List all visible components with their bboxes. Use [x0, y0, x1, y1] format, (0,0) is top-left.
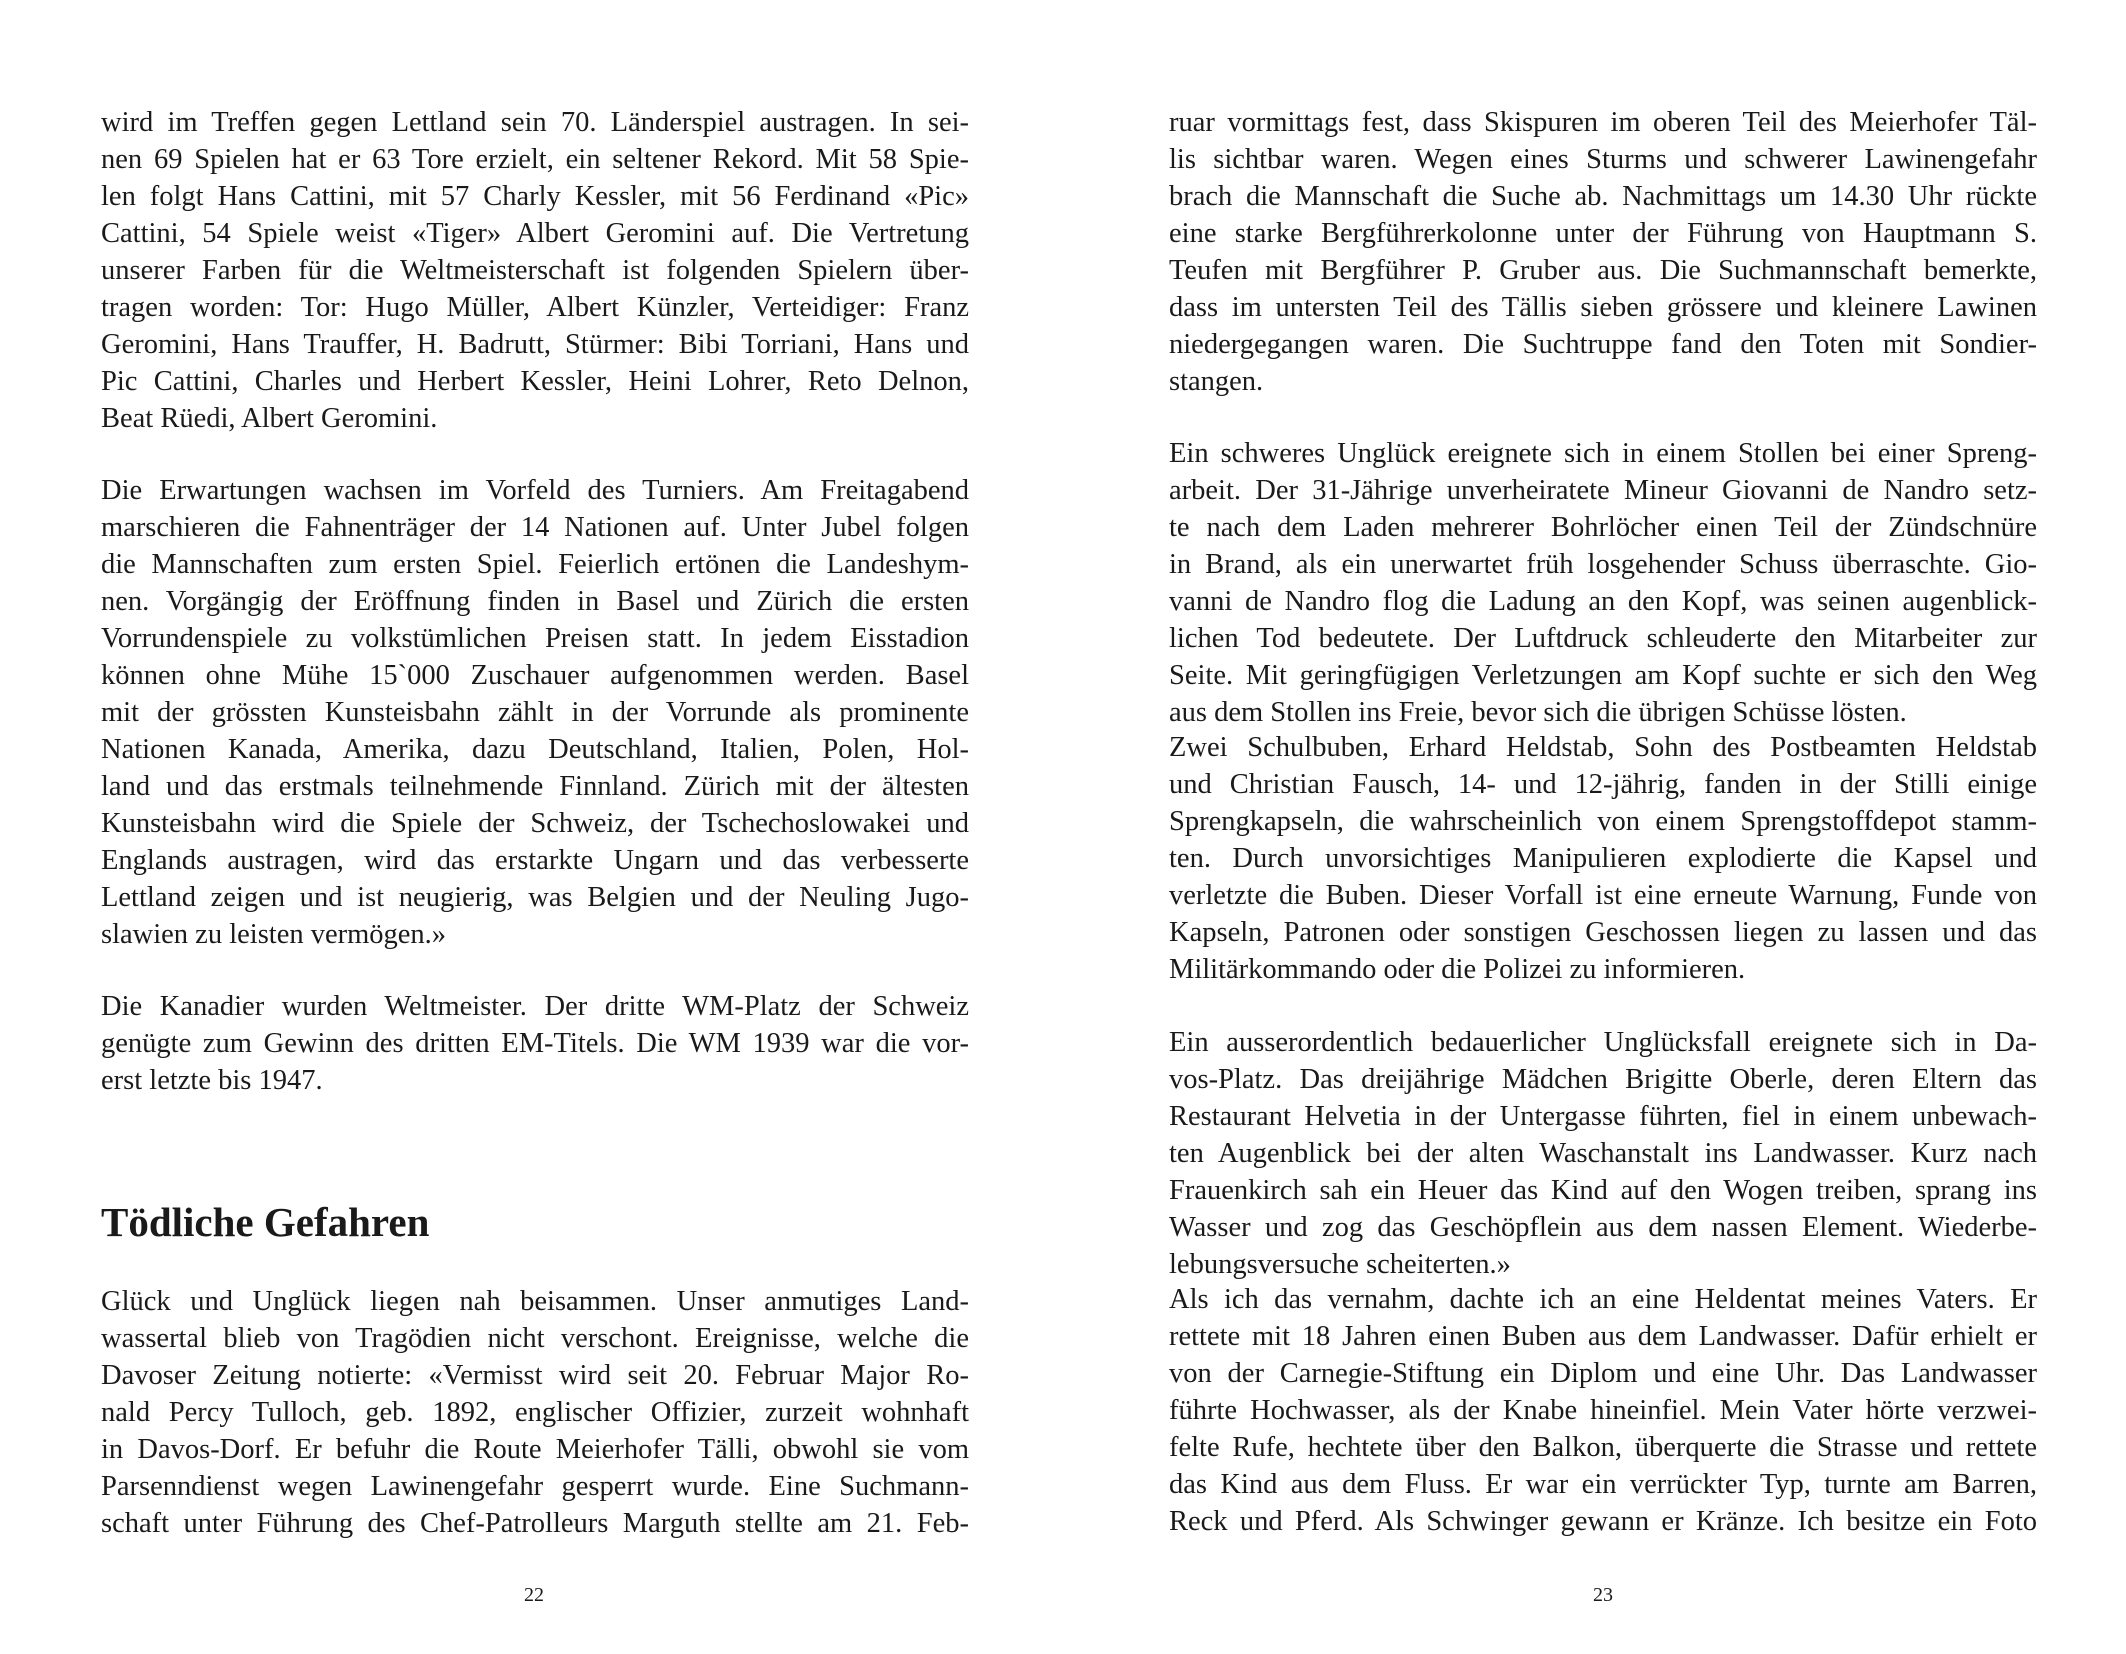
text-line: felte Rufe, hechtete über den Balkon, überquerte die Strasse und rettete [1169, 1432, 2037, 1463]
text-line: Die Kanadier wurden Weltmeister. Der dritte WM-Platz der Schweiz [101, 991, 969, 1022]
text-line: können ohne Mühe 15`000 Zuschauer aufgenommen werden. Basel [101, 660, 969, 691]
paragraph [1169, 104, 2037, 400]
text-line: lichen Tod bedeutete. Der Luftdruck schleuderte den Mitarbeiter zur [1169, 623, 2037, 654]
page-number-right: 23 [1593, 1584, 1613, 1606]
text-line: Seite. Mit geringfügigen Verletzungen am Kopf suchte er sich den Weg [1169, 660, 2037, 691]
text-line: ten. Durch unvorsichtiges Manipulieren explodierte die Kapsel und [1169, 843, 2037, 874]
text-line: Nationen Kanada, Amerika, dazu Deutschland, Italien, Polen, Hol- [101, 734, 969, 765]
paragraph [1169, 1281, 2037, 1540]
text-line: in Brand, als ein unerwartet früh losgehender Schuss überraschte. Gio- [1169, 549, 2037, 580]
text-line: Kapseln, Patronen oder sonstigen Geschossen liegen zu lassen und das [1169, 917, 2037, 948]
text-line: unserer Farben für die Weltmeisterschaft ist folgenden Spielern über- [101, 255, 969, 286]
text-line: arbeit. Der 31-Jährige unverheiratete Mineur Giovanni de Nandro setz- [1169, 475, 2037, 506]
text-line: vos-Platz. Das dreijährige Mädchen Brigitte Oberle, deren Eltern das [1169, 1064, 2037, 1095]
text-line: land und das erstmals teilnehmende Finnland. Zürich mit der ältesten [101, 771, 969, 802]
text-line: Wasser und zog das Geschöpflein aus dem nassen Element. Wiederbe- [1169, 1212, 2037, 1243]
text-line: niedergegangen waren. Die Suchtruppe fand den Toten mit Sondier- [1169, 329, 2037, 360]
text-line: erst letzte bis 1947. [101, 1065, 323, 1096]
text-line: Vorrundenspiele zu volkstümlichen Preisen statt. In jedem Eisstadion [101, 623, 969, 654]
text-line: len folgt Hans Cattini, mit 57 Charly Kessler, mit 56 Ferdinand «Pic» [101, 181, 969, 212]
text-line: Die Erwartungen wachsen im Vorfeld des Turniers. Am Freitagabend [101, 475, 969, 506]
text-line: genügte zum Gewinn des dritten EM-Titels. Die WM 1939 war die vor- [101, 1028, 969, 1059]
text-line: ruar vormittags fest, dass Skispuren im oberen Teil des Meierhofer Täl- [1169, 107, 2037, 138]
text-line: rettete mit 18 Jahren einen Buben aus dem Landwasser. Dafür erhielt er [1169, 1321, 2037, 1352]
text-line: Restaurant Helvetia in der Untergasse führten, fiel in einem unbewach- [1169, 1101, 2037, 1132]
text-line: Beat Rüedi, Albert Geromini. [101, 403, 438, 434]
text-line: eine starke Bergführerkolonne unter der Führung von Hauptmann S. [1169, 218, 2037, 249]
text-line: Sprengkapseln, die wahrscheinlich von einem Sprengstoffdepot stamm- [1169, 806, 2037, 837]
text-line: Geromini, Hans Trauffer, H. Badrutt, Stürmer: Bibi Torriani, Hans und [101, 329, 969, 360]
text-line: marschieren die Fahnenträger der 14 Nationen auf. Unter Jubel folgen [101, 512, 969, 543]
section-heading: Tödliche Gefahren [101, 1199, 430, 1245]
paragraph [101, 472, 969, 953]
text-line: Englands austragen, wird das erstarkte Ungarn und das verbesserte [101, 845, 969, 876]
text-line: Militärkommando oder die Polizei zu informieren. [1169, 954, 1746, 985]
text-line: Davoser Zeitung notierte: «Vermisst wird seit 20. Februar Major Ro- [101, 1360, 969, 1391]
text-line: die Mannschaften zum ersten Spiel. Feierlich ertönen die Landeshym- [101, 549, 969, 580]
text-line: verletzte die Buben. Dieser Vorfall ist eine erneute Warnung, Funde von [1169, 880, 2037, 911]
paragraph [101, 988, 969, 1099]
text-line: Ein schweres Unglück ereignete sich in einem Stollen bei einer Spreng- [1169, 438, 2037, 469]
paragraph [1169, 1024, 2037, 1283]
text-line: Pic Cattini, Charles und Herbert Kessler, Heini Lohrer, Reto Delnon, [101, 366, 969, 397]
text-line: wird im Treffen gegen Lettland sein 70. Länderspiel austragen. In sei- [101, 107, 969, 138]
text-line: Glück und Unglück liegen nah beisammen. Unser anmutiges Land- [101, 1286, 969, 1317]
text-line: te nach dem Laden mehrerer Bohrlöcher einen Teil der Zündschnüre [1169, 512, 2037, 543]
text-line: lebungsversuche scheiterten.» [1169, 1249, 1511, 1280]
text-line: brach die Mannschaft die Suche ab. Nachmittags um 14.30 Uhr rückte [1169, 181, 2037, 212]
text-line: Zwei Schulbuben, Erhard Heldstab, Sohn des Postbeamten Heldstab [1169, 732, 2037, 763]
text-line: in Davos-Dorf. Er befuhr die Route Meierhofer Tälli, obwohl sie vom [101, 1434, 969, 1465]
text-line: nen 69 Spielen hat er 63 Tore erzielt, ein seltener Rekord. Mit 58 Spie- [101, 144, 969, 175]
text-line: Cattini, 54 Spiele weist «Tiger» Albert Geromini auf. Die Vertretung [101, 218, 969, 249]
text-line: und Christian Fausch, 14- und 12-jährig, fanden in der Stilli einige [1169, 769, 2037, 800]
text-line: slawien zu leisten vermögen.» [101, 919, 447, 950]
paragraph [1169, 435, 2037, 731]
text-line: Reck und Pferd. Als Schwinger gewann er Kränze. Ich besitze ein Foto [1169, 1506, 2037, 1537]
text-line: dass im untersten Teil des Tällis sieben grössere und kleinere Lawinen [1169, 292, 2037, 323]
text-line: Ein ausserordentlich bedauerlicher Unglücksfall ereignete sich in Da- [1169, 1027, 2037, 1058]
text-line: vanni de Nandro flog die Ladung an den Kopf, was seinen augenblick- [1169, 586, 2037, 617]
text-line: nald Percy Tulloch, geb. 1892, englischer Offizier, zurzeit wohnhaft [101, 1397, 969, 1428]
text-line: Frauenkirch sah ein Heuer das Kind auf den Wogen treiben, sprang ins [1169, 1175, 2037, 1206]
text-line: aus dem Stollen ins Freie, bevor sich die übrigen Schüsse lösten. [1169, 697, 1907, 728]
text-line: Teufen mit Bergführer P. Gruber aus. Die Suchmannschaft bemerkte, [1169, 255, 2037, 286]
text-line: Kunsteisbahn wird die Spiele der Schweiz, der Tschechoslowakei und [101, 808, 969, 839]
paragraph [1169, 729, 2037, 988]
text-line: Als ich das vernahm, dachte ich an eine Heldentat meines Vaters. Er [1169, 1284, 2037, 1315]
text-line: schaft unter Führung des Chef-Patrolleurs Marguth stellte am 21. Feb- [101, 1508, 969, 1539]
text-line: lis sichtbar waren. Wegen eines Sturms und schwerer Lawinengefahr [1169, 144, 2037, 175]
text-line: mit der grössten Kunsteisbahn zählt in der Vorrunde als prominente [101, 697, 969, 728]
text-line: stangen. [1169, 366, 1264, 397]
text-line: ten Augenblick bei der alten Waschanstalt ins Landwasser. Kurz nach [1169, 1138, 2037, 1169]
paragraph [101, 104, 969, 437]
text-line: Lettland zeigen und ist neugierig, was Belgien und der Neuling Jugo- [101, 882, 969, 913]
text-line: wassertal blieb von Tragödien nicht verschont. Ereignisse, welche die [101, 1323, 969, 1354]
paragraph [101, 1283, 969, 1542]
text-line: Parsenndienst wegen Lawinengefahr gesperrt wurde. Eine Suchmann- [101, 1471, 969, 1502]
text-line: das Kind aus dem Fluss. Er war ein verrückter Typ, turnte am Barren, [1169, 1469, 2037, 1500]
text-line: führte Hochwasser, als der Knabe hineinfiel. Mein Vater hörte verzwei- [1169, 1395, 2037, 1426]
text-line: nen. Vorgängig der Eröffnung finden in Basel und Zürich die ersten [101, 586, 969, 617]
text-line: von der Carnegie-Stiftung ein Diplom und eine Uhr. Das Landwasser [1169, 1358, 2037, 1389]
text-line: tragen worden: Tor: Hugo Müller, Albert Künzler, Verteidiger: Franz [101, 292, 969, 323]
page-number-left: 22 [524, 1584, 544, 1606]
